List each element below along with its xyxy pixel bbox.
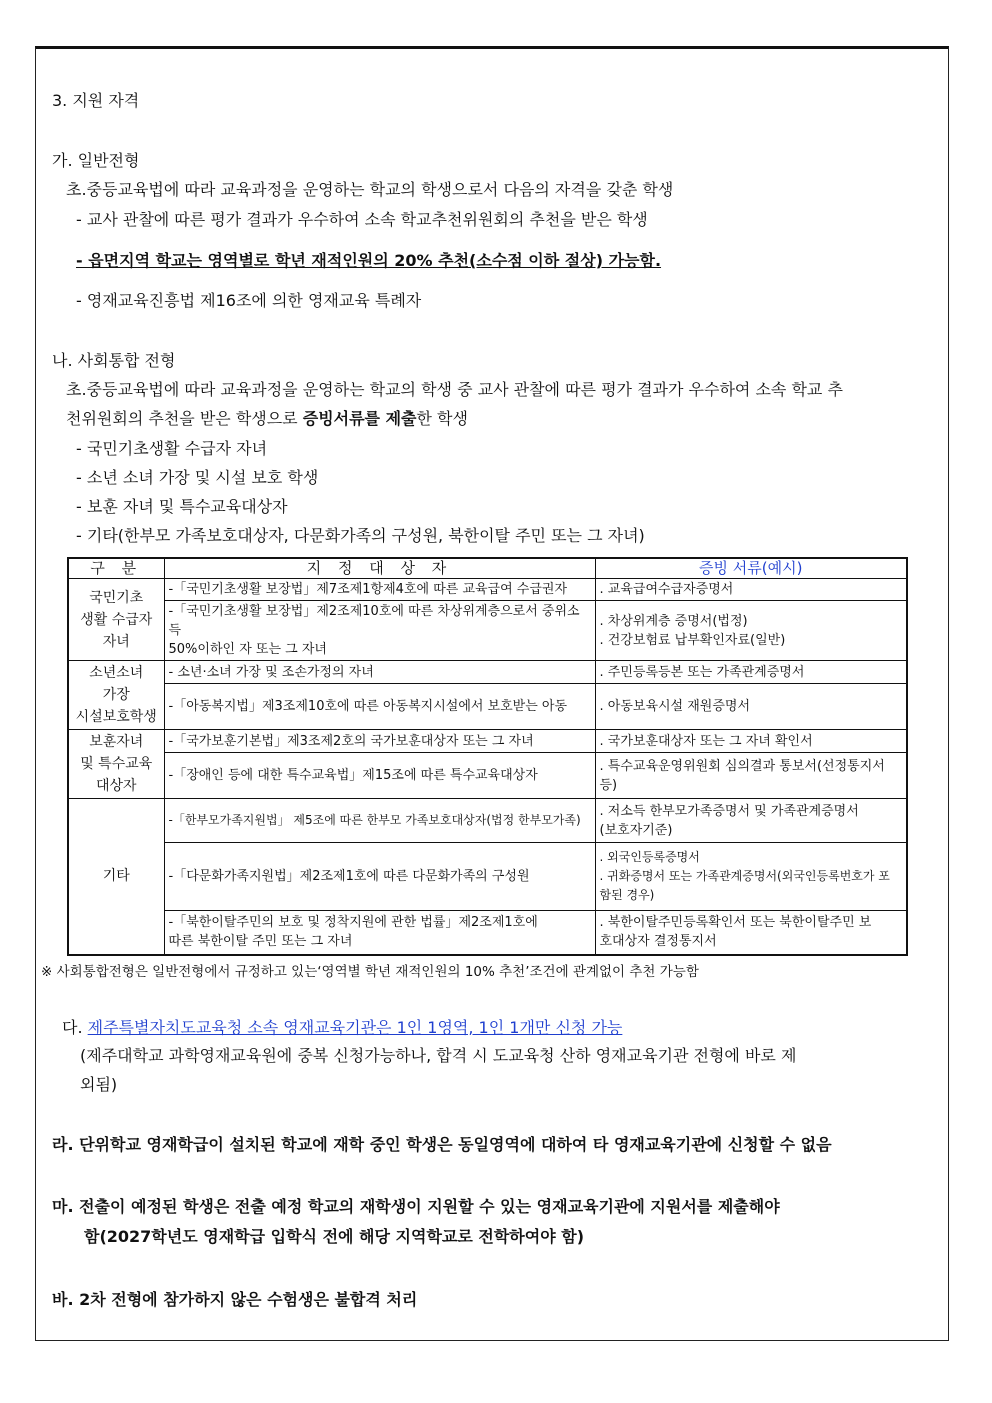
document-cell: . 아동보육시설 재원증명서 — [595, 684, 907, 730]
document-cell: . 차상위계층 증명서(법정) . 건강보험료 납부확인자료(일반) — [595, 601, 907, 661]
header-documents: 증빙 서류(예시) — [595, 558, 907, 579]
table-row — [68, 684, 907, 730]
da-highlight: 제주특별자치도교육청 소속 영재교육기관은 1인 1영역, 1인 1개만 신청 가능 — [87, 1018, 623, 1037]
document-cell: . 저소득 한부모가족증명서 및 가족관계증명서 (보호자기준) — [595, 799, 907, 843]
category-cell: 기타 — [68, 799, 164, 955]
social-intro-line1: 초.중등교육법에 따라 교육과정을 운영하는 학교의 학생 중 교사 관찰에 따른 평가 결과가 우수하여 소속 학교 추 — [66, 380, 843, 399]
general-item-emphasis: - 읍면지역 학교는 영역별로 학년 재적인원의 20% 추천(소수점 이하 절상) 가능함. — [76, 251, 662, 270]
social-item: - 기타(한부모 가족보호대상자, 다문화가족의 구성원, 북한이탈 주민 또는 그 자녀) — [76, 526, 645, 545]
general-heading: 가. 일반전형 — [52, 151, 140, 170]
social-intro-line2: 천위원회의 추천을 받은 학생으로 증빙서류를 제출한 학생 — [66, 409, 468, 428]
target-cell: - 소년·소녀 가장 및 조손가정의 자녀 — [164, 661, 595, 684]
social-heading: 나. 사회통합 전형 — [52, 351, 176, 370]
category-cell: 국민기초 생활 수급자 자녀 — [68, 579, 164, 661]
table-footnote: ※ 사회통합전형은 일반전형에서 규정하고 있는‘영역별 학년 재적인원의 10% 추천’조건에 관계없이 추천 가능함 — [41, 964, 699, 980]
category-cell: 소년소녀 가장 시설보호학생 — [68, 661, 164, 730]
target-cell: -「장애인 등에 대한 특수교육법」제15조에 따른 특수교육대상자 — [164, 753, 595, 799]
target-cell: -「북한이탈주민의 보호 및 정착지원에 관한 법률」제2조제1호에 따른 북한이탈 주민 또는 그 자녀 — [164, 911, 595, 955]
table-row — [68, 799, 907, 843]
document-cell: . 특수교육운영위원회 심의결과 통보서(선정통지서 등) — [595, 753, 907, 799]
social-item: - 국민기초생활 수급자 자녀 — [76, 439, 268, 458]
table-row — [68, 730, 907, 753]
ra-item: 라. 단위학교 영재학급이 설치된 학교에 재학 중인 학생은 동일영역에 대하여 타 영재교육기관에 신청할 수 없음 — [52, 1135, 832, 1154]
ma-item-line1: 마. 전출이 예정된 학생은 전출 예정 학교의 재학생이 지원할 수 있는 영재교육기관에 지원서를 제출해야 — [52, 1197, 780, 1216]
ma-item-line2: 함(2027학년도 영재학급 입학식 전에 해당 지역학교로 전학하여야 함) — [84, 1227, 585, 1246]
category-cell: 보훈자녀 및 특수교육 대상자 — [68, 730, 164, 799]
general-intro: 초.중등교육법에 따라 교육과정을 운영하는 학교의 학생으로서 다음의 자격을 갖춘 학생 — [66, 180, 674, 199]
document-cell: . 외국인등록증명서 . 귀화증명서 또는 가족관계증명서(외국인등록번호가 포 함된 경우) — [595, 843, 907, 911]
da-subnote-line2: 외됨) — [80, 1075, 118, 1094]
table-row — [68, 661, 907, 684]
general-item: - 교사 관찰에 따른 평가 결과가 우수하여 소속 학교추천위원회의 추천을 받은 학생 — [76, 210, 648, 229]
target-cell: -「아동복지법」제3조제10호에 따른 아동복지시설에서 보호받는 아동 — [164, 684, 595, 730]
social-item: - 소년 소녀 가장 및 시설 보호 학생 — [76, 468, 319, 487]
table-row — [68, 843, 907, 911]
da-subnote-line1: (제주대학교 과학영재교육원에 중복 신청가능하나, 합격 시 도교육청 산하 영재교육기관 전형에 바로 제 — [80, 1046, 797, 1065]
table-row — [68, 911, 907, 955]
eligibility-table — [67, 557, 908, 956]
document-cell: . 교육급여수급자증명서 — [595, 579, 907, 601]
table-header-row — [68, 558, 907, 579]
ba-item: 바. 2차 전형에 참가하지 않은 수험생은 불합격 처리 — [52, 1290, 418, 1309]
target-cell: -「다문화가족지원법」제2조제1호에 따른 다문화가족의 구성원 — [164, 843, 595, 911]
table-row — [68, 601, 907, 661]
target-cell: -「한부모가족지원법」 제5조에 따른 한부모 가족보호대상자(법정 한부모가족) — [164, 799, 595, 843]
header-target: 지 정 대 상 자 — [164, 558, 595, 579]
da-item: 다. 제주특별자치도교육청 소속 영재교육기관은 1인 1영역, 1인 1개만 신청 가능 — [62, 1018, 623, 1037]
header-category: 구 분 — [68, 558, 164, 579]
general-item: - 영재교육진흥법 제16조에 의한 영재교육 특례자 — [76, 291, 422, 310]
document-cell: . 주민등록등본 또는 가족관계증명서 — [595, 661, 907, 684]
target-cell: -「국민기초생활 보장법」제7조제1항제4호에 따른 교육급여 수급권자 — [164, 579, 595, 601]
table-row — [68, 753, 907, 799]
document-cell: . 북한이탈주민등록확인서 또는 북한이탈주민 보 호대상자 결정통지서 — [595, 911, 907, 955]
section-title: 3. 지원 자격 — [52, 91, 140, 110]
evidence-emphasis: 증빙서류를 제출 — [302, 409, 417, 428]
document-cell: . 국가보훈대상자 또는 그 자녀 확인서 — [595, 730, 907, 753]
table-row — [68, 579, 907, 601]
target-cell: -「국민기초생활 보장법」제2조제10호에 따른 차상위계층으로서 중위소득 50%이하인 자 또는 그 자녀 — [164, 601, 595, 661]
target-cell: -「국가보훈기본법」제3조제2호의 국가보훈대상자 또는 그 자녀 — [164, 730, 595, 753]
social-item: - 보훈 자녀 및 특수교육대상자 — [76, 497, 288, 516]
